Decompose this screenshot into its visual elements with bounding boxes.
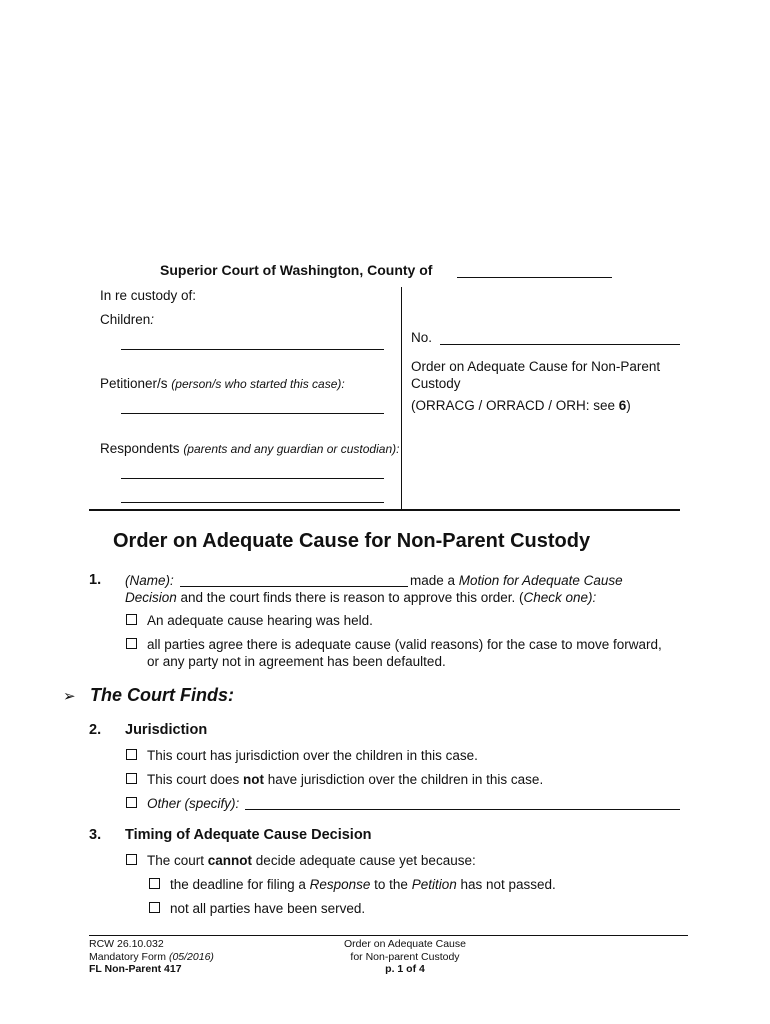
hearing-held-label: An adequate cause hearing was held. — [147, 613, 373, 628]
respondents-blank-2[interactable] — [121, 502, 384, 503]
name-label: (Name): — [125, 573, 174, 588]
cannot-decide-checkbox[interactable] — [126, 854, 137, 865]
respondents-label: Respondents (parents and any guardian or custodian): — [100, 441, 400, 456]
children-label: Children: — [100, 312, 155, 327]
section-2-number: 2. — [89, 722, 102, 738]
footer-left — [89, 938, 214, 976]
case-no-label: No. — [411, 330, 433, 345]
doc-title-line2: Custody — [411, 376, 461, 391]
children-blank[interactable] — [121, 349, 384, 350]
parties-agree-checkbox[interactable] — [126, 638, 137, 649]
has-jurisdiction-label: This court has jurisdiction over the children in this case. — [147, 748, 478, 763]
footer-center-line2: for Non-parent Custody — [350, 950, 460, 963]
has-jurisdiction-checkbox[interactable] — [126, 749, 137, 760]
form-codes: (ORRACG / ORRACD / ORH: see 6) — [411, 398, 631, 413]
no-jurisdiction-checkbox[interactable] — [126, 773, 137, 784]
in-re-label: In re custody of: — [100, 288, 197, 303]
section-1-number: 1. — [89, 572, 102, 588]
caption-divider — [401, 287, 402, 510]
name-blank[interactable] — [180, 586, 408, 587]
footer-mandatory: Mandatory Form (05/2016) — [89, 950, 214, 963]
other-specify-label: Other (specify): — [147, 796, 240, 811]
not-served-label: not all parties have been served. — [170, 901, 366, 916]
doc-title-line1: Order on Adequate Cause for Non-Parent — [411, 359, 661, 374]
respondents-blank-1[interactable] — [121, 478, 384, 479]
arrow-bullet-icon: ➢ — [63, 688, 76, 705]
deadline-not-passed-checkbox[interactable] — [149, 878, 160, 889]
section-3-number: 3. — [89, 827, 102, 843]
section-1-line2: Decision and the court finds there is reason to approve this order. (Check one): — [125, 590, 597, 605]
hearing-held-checkbox[interactable] — [126, 614, 137, 625]
petitioners-blank[interactable] — [121, 413, 384, 414]
parties-agree-line2: or any party not in agreement has been defaulted. — [147, 654, 446, 669]
other-jurisdiction-checkbox[interactable] — [126, 797, 137, 808]
section-2-heading: Jurisdiction — [125, 722, 208, 738]
caption-bottom-rule — [89, 509, 680, 511]
deadline-not-passed-label: the deadline for filing a Response to the Petition has not passed. — [170, 877, 556, 892]
other-specify-blank[interactable] — [245, 809, 680, 810]
case-no-blank[interactable] — [440, 344, 680, 345]
no-jurisdiction-label: This court does not have jurisdiction over the children in this case. — [147, 772, 544, 787]
page-title: Order on Adequate Cause for Non-Parent Custody — [113, 530, 591, 552]
footer-center-line1: Order on Adequate Cause — [343, 938, 466, 950]
footer-page: p. 1 of 4 — [385, 963, 425, 975]
footer-rule — [89, 935, 688, 936]
court-heading: Superior Court of Washington, County of — [160, 262, 433, 278]
footer-center — [320, 938, 490, 976]
petitioners-label: Petitioner/s (person/s who started this case): — [100, 376, 345, 391]
footer-rcw: RCW 26.10.032 — [89, 938, 164, 950]
section-3-heading: Timing of Adequate Cause Decision — [125, 827, 372, 843]
parties-agree-line1: all parties agree there is adequate cause (valid reasons) for the case to move forward, — [147, 637, 662, 652]
county-blank[interactable] — [457, 277, 612, 278]
cannot-decide-label: The court cannot decide adequate cause yet because: — [147, 853, 476, 868]
court-finds-heading: The Court Finds: — [90, 685, 234, 705]
footer-form-id: FL Non-Parent 417 — [89, 963, 182, 975]
motion-text: made a Motion for Adequate Cause — [410, 573, 623, 588]
not-served-checkbox[interactable] — [149, 902, 160, 913]
